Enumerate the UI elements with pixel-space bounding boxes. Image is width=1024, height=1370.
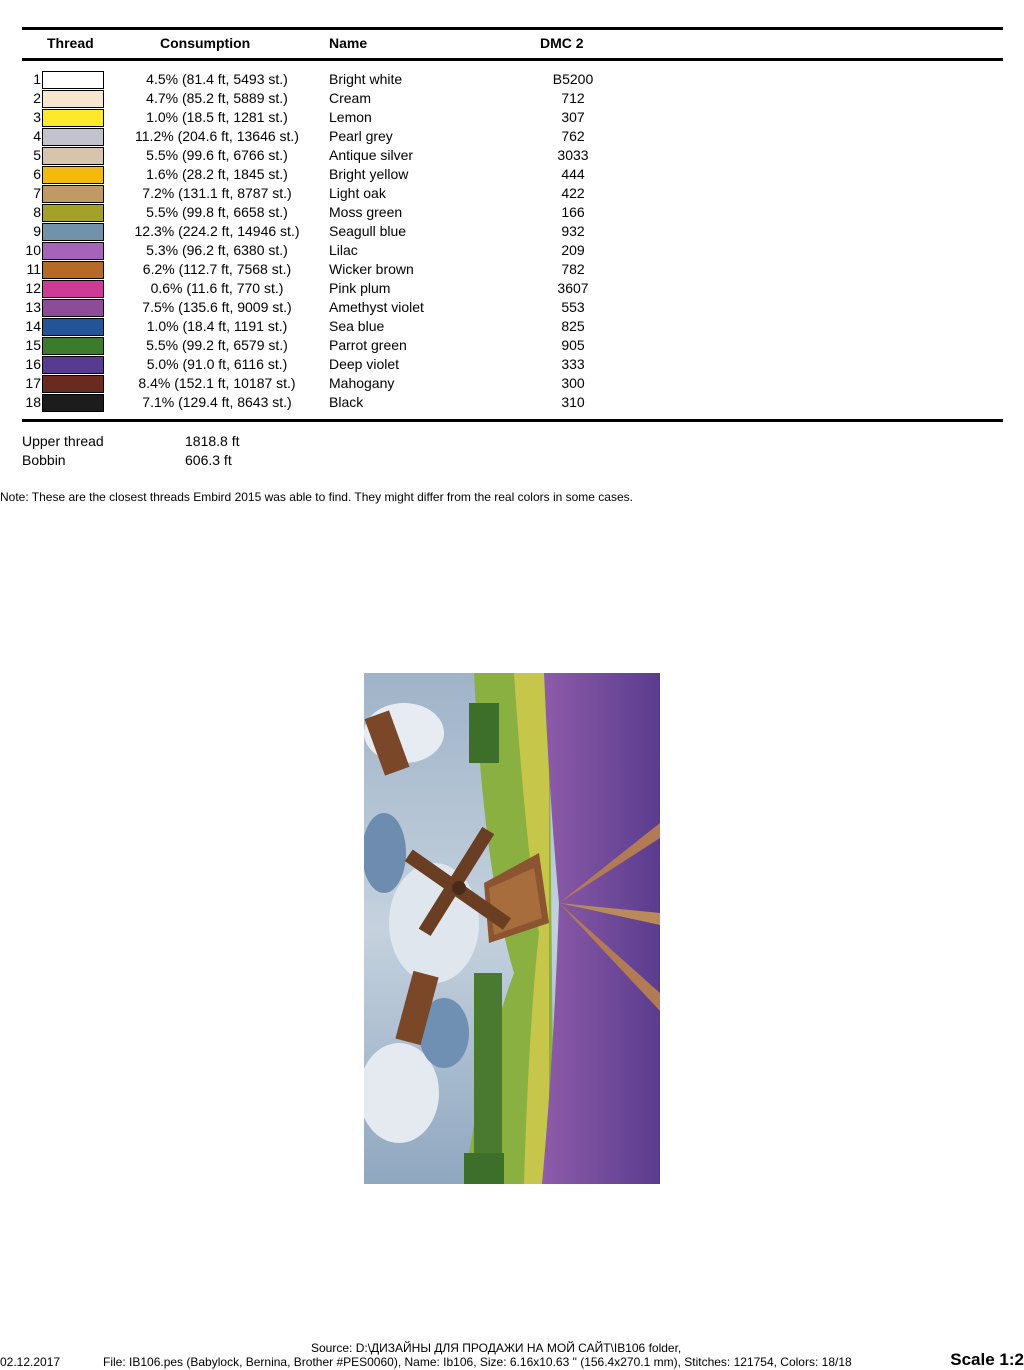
thread-number: 9: [33, 223, 41, 239]
thread-number: 7: [33, 185, 41, 201]
thread-name: Deep violet: [329, 356, 400, 372]
thread-color-swatch: [42, 299, 104, 317]
table-row: [0, 203, 1024, 222]
thread-color-swatch: [42, 375, 104, 393]
thread-name: Lemon: [329, 109, 372, 125]
thread-number: 4: [33, 128, 41, 144]
thread-dmc-code: 3607: [557, 280, 589, 296]
thread-color-swatch: [42, 128, 104, 146]
thread-name: Light oak: [329, 185, 386, 201]
thread-number: 15: [25, 337, 41, 353]
thread-color-swatch: [42, 204, 104, 222]
thread-color-swatch: [42, 71, 104, 89]
thread-name: Antique silver: [329, 147, 414, 163]
header-thread: Thread: [47, 35, 94, 51]
thread-name: Pink plum: [329, 280, 391, 296]
thread-name: Bright yellow: [329, 166, 409, 182]
thread-consumption: 8.4% (152.1 ft, 10187 st.): [138, 375, 296, 391]
thread-dmc-code: 333: [561, 356, 585, 372]
thread-dmc-code: 762: [561, 128, 585, 144]
thread-dmc-code: 310: [561, 394, 585, 410]
thread-color-swatch: [42, 261, 104, 279]
thread-name: Lilac: [329, 242, 358, 258]
thread-dmc-code: 209: [561, 242, 585, 258]
table-row: [0, 355, 1024, 374]
upper-thread-value: 1818.8 ft: [185, 433, 240, 449]
thread-dmc-code: 444: [561, 166, 585, 182]
thread-number: 1: [33, 71, 41, 87]
footer-source: Source: D:\ДИЗАЙНЫ ДЛЯ ПРОДАЖИ НА МОЙ САЙТ\IB106 folder,: [311, 1341, 682, 1355]
thread-name: Amethyst violet: [329, 299, 424, 315]
header-consumption: Consumption: [160, 35, 251, 51]
thread-consumption: 5.0% (91.0 ft, 6116 st.): [146, 356, 288, 372]
thread-name: Seagull blue: [329, 223, 407, 239]
thread-color-swatch: [42, 109, 104, 127]
header-dmc: DMC 2: [540, 35, 584, 51]
thread-consumption: 11.2% (204.6 ft, 13646 st.): [135, 128, 299, 144]
footer-date: 02.12.2017: [0, 1355, 61, 1369]
thread-number: 14: [25, 318, 41, 334]
thread-dmc-code: B5200: [552, 71, 594, 87]
bobbin-label: Bobbin: [22, 452, 66, 468]
thread-number: 13: [25, 299, 41, 315]
table-row: [0, 298, 1024, 317]
table-row: [0, 70, 1024, 89]
thread-consumption: 1.0% (18.5 ft, 1281 st.): [146, 109, 288, 125]
thread-color-swatch: [42, 280, 104, 298]
thread-color-swatch: [42, 318, 104, 336]
thread-consumption: 4.5% (81.4 ft, 5493 st.): [146, 71, 288, 87]
table-top-rule: [22, 27, 1003, 30]
thread-name: Mahogany: [329, 375, 395, 391]
thread-name: Parrot green: [329, 337, 407, 353]
thread-number: 17: [25, 375, 41, 391]
thread-number: 18: [25, 394, 41, 410]
thread-dmc-code: 3033: [557, 147, 589, 163]
table-row: [0, 279, 1024, 298]
table-row: [0, 241, 1024, 260]
thread-name: Moss green: [329, 204, 403, 220]
thread-dmc-code: 825: [561, 318, 585, 334]
thread-color-swatch: [42, 356, 104, 374]
table-row: [0, 165, 1024, 184]
thread-consumption: 12.3% (224.2 ft, 14946 st.): [134, 223, 300, 239]
thread-color-swatch: [42, 90, 104, 108]
thread-name: Black: [329, 394, 364, 410]
thread-dmc-code: 307: [561, 109, 585, 125]
windmill-lavender-picture: [364, 673, 660, 1184]
thread-color-swatch: [42, 223, 104, 241]
thread-dmc-code: 300: [561, 375, 585, 391]
table-row: [0, 260, 1024, 279]
bobbin-value: 606.3 ft: [185, 452, 232, 468]
table-row: [0, 317, 1024, 336]
thread-number: 10: [25, 242, 41, 258]
table-bottom-rule: [22, 419, 1003, 422]
thread-consumption: 5.5% (99.6 ft, 6766 st.): [146, 147, 288, 163]
table-row: [0, 146, 1024, 165]
footer-file-info: File: IB106.pes (Babylock, Bernina, Brother #PES0060), Name: Ib106, Size: 6.16x10.63 " (156.4x270.1 mm), Stitches: 121754, Colors: 18/18: [103, 1355, 852, 1369]
thread-color-swatch: [42, 166, 104, 184]
thread-number: 8: [33, 204, 41, 220]
thread-number: 2: [33, 90, 41, 106]
thread-consumption: 7.1% (129.4 ft, 8643 st.): [142, 394, 292, 410]
table-header-rule: [22, 58, 1003, 61]
table-row: [0, 127, 1024, 146]
thread-consumption: 5.3% (96.2 ft, 6380 st.): [146, 242, 288, 258]
thread-dmc-code: 782: [561, 261, 585, 277]
thread-number: 6: [33, 166, 41, 182]
thread-consumption: 7.5% (135.6 ft, 9009 st.): [142, 299, 292, 315]
table-row: [0, 222, 1024, 241]
thread-number: 5: [33, 147, 41, 163]
thread-name: Wicker brown: [329, 261, 414, 277]
thread-dmc-code: 712: [561, 90, 585, 106]
thread-number: 12: [25, 280, 41, 296]
thread-dmc-code: 422: [561, 185, 585, 201]
table-row: [0, 184, 1024, 203]
table-row: [0, 336, 1024, 355]
upper-thread-label: Upper thread: [22, 433, 104, 449]
table-row: [0, 89, 1024, 108]
thread-color-swatch: [42, 337, 104, 355]
thread-name: Pearl grey: [329, 128, 393, 144]
thread-number: 3: [33, 109, 41, 125]
thread-consumption: 1.0% (18.4 ft, 1191 st.): [146, 318, 288, 334]
table-row: [0, 374, 1024, 393]
thread-consumption: 0.6% (11.6 ft, 770 st.): [150, 280, 284, 296]
note-text: Note: These are the closest threads Embird 2015 was able to find. They might differ from the real colors in some cases.: [0, 490, 633, 504]
embroidery-preview: [364, 673, 660, 1184]
thread-consumption: 7.2% (131.1 ft, 8787 st.): [142, 185, 292, 201]
thread-consumption: 5.5% (99.8 ft, 6658 st.): [146, 204, 288, 220]
thread-color-swatch: [42, 185, 104, 203]
thread-consumption: 6.2% (112.7 ft, 7568 st.): [142, 261, 292, 277]
thread-consumption: 4.7% (85.2 ft, 5889 st.): [146, 90, 288, 106]
table-row: [0, 393, 1024, 412]
table-row: [0, 108, 1024, 127]
thread-dmc-code: 932: [561, 223, 585, 239]
thread-number: 11: [26, 261, 41, 277]
thread-name: Cream: [329, 90, 372, 106]
thread-color-swatch: [42, 147, 104, 165]
thread-name: Bright white: [329, 71, 403, 87]
thread-color-swatch: [42, 394, 104, 412]
thread-dmc-code: 166: [561, 204, 585, 220]
thread-dmc-code: 553: [561, 299, 585, 315]
scale-label: Scale 1:2: [950, 1350, 1024, 1369]
header-name: Name: [329, 35, 368, 51]
thread-number: 16: [25, 356, 41, 372]
thread-consumption: 1.6% (28.2 ft, 1845 st.): [146, 166, 288, 182]
thread-color-swatch: [42, 242, 104, 260]
thread-name: Sea blue: [329, 318, 385, 334]
thread-consumption: 5.5% (99.2 ft, 6579 st.): [146, 337, 288, 353]
thread-dmc-code: 905: [561, 337, 585, 353]
